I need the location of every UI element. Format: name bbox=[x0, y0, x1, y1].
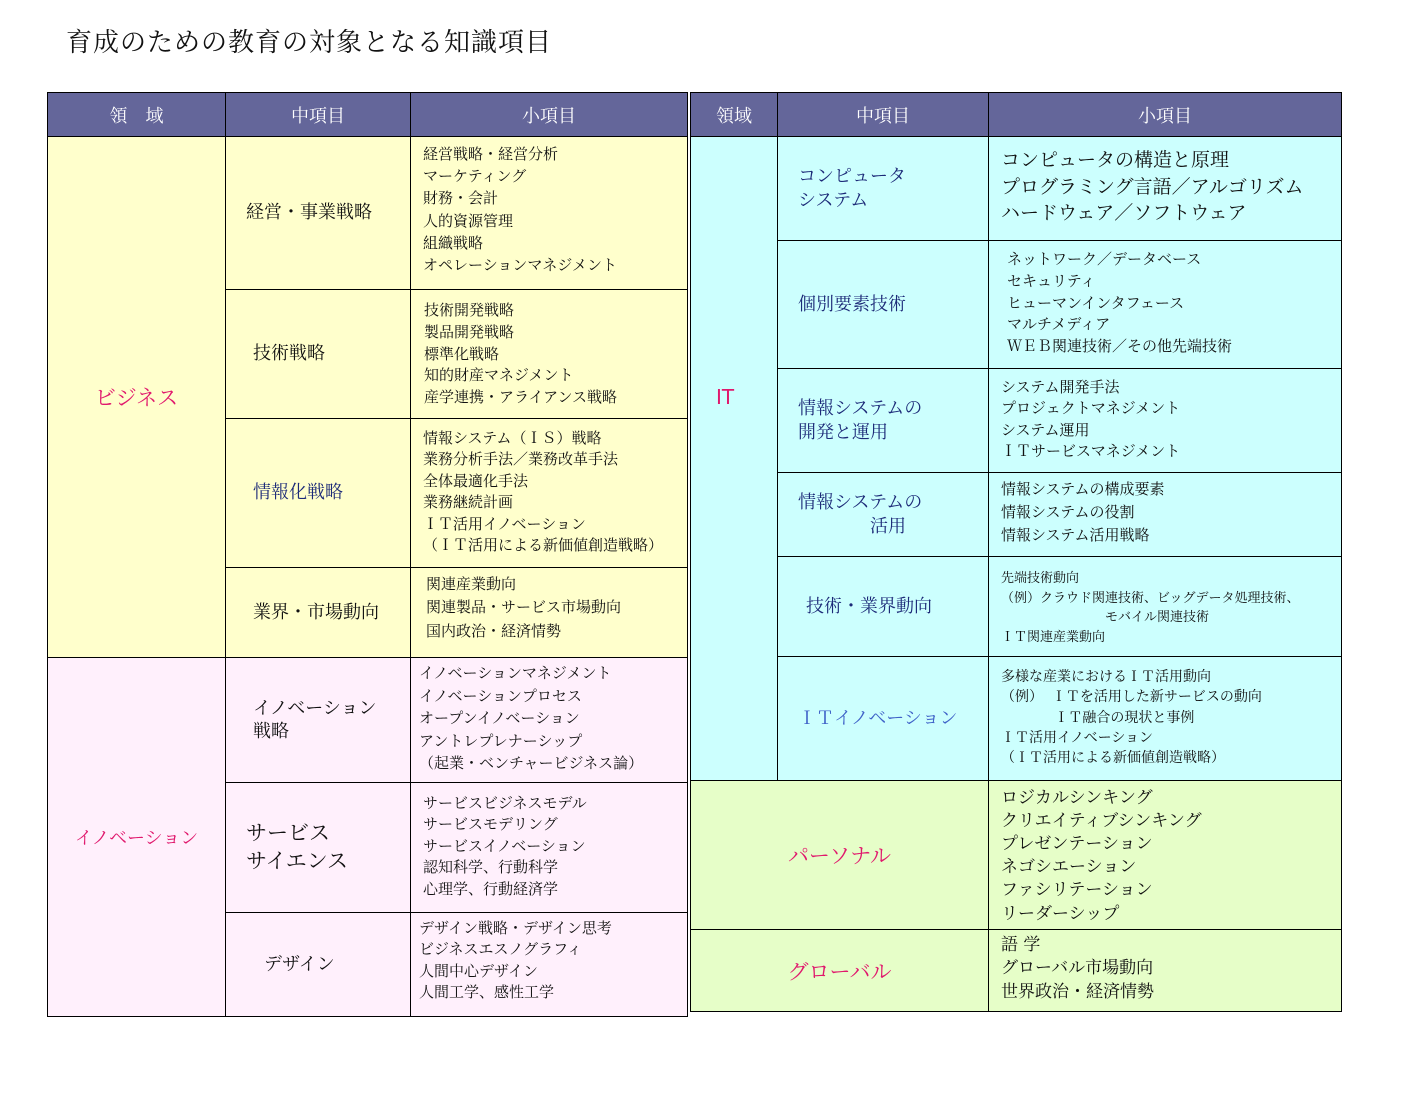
small-items-is-utilization: 情報システムの構成要素 情報システムの役割 情報システム活用戦略 bbox=[988, 472, 1342, 557]
domain-business bbox=[47, 136, 226, 658]
left-header-mid: 中項目 bbox=[225, 92, 411, 137]
domain-personal-label: パーソナル bbox=[787, 844, 892, 868]
domain-business-label: ビジネス bbox=[94, 386, 179, 410]
mid-item-is-utilization: 情報システムの 活用 bbox=[777, 472, 989, 557]
right-header-domain: 領域 bbox=[690, 92, 778, 137]
small-items-service-science: サービスビジネスモデル サービスモデリング サービスイノベーション 認知科学、行動科学 心理学、行動経済学 bbox=[410, 782, 688, 913]
small-items-business-strategy: 経営戦略・経営分析 マーケティング 財務・会計 人的資源管理 組織戦略 オペレーションマネジメント bbox=[410, 136, 688, 290]
mid-item-computer-system: コンピュータ システム bbox=[777, 136, 989, 241]
page-title: 育成のための教育の対象となる知識項目 bbox=[66, 28, 553, 58]
small-items-tech-strategy: 技術開発戦略 製品開発戦略 標準化戦略 知的財産マネジメント 産学連携・アライアンス戦略 bbox=[410, 289, 688, 419]
small-items-tech-industry-trends: 先端技術動向 （例）クラウド関連技術、ビッグデータ処理技術、 モバイル関連技術 ＩＴ関連産業動向 bbox=[988, 556, 1342, 657]
small-items-design: デザイン戦略・デザイン思考 ビジネスエスノグラフィ 人間中心デザイン 人間工学、感性工学 bbox=[410, 912, 688, 1017]
domain-it-label: IT bbox=[716, 385, 735, 409]
domain-innovation-label: イノベーション bbox=[74, 828, 199, 849]
small-items-is-development: システム開発手法 プロジェクトマネジメント システム運用 ＩＴサービスマネジメント bbox=[988, 368, 1342, 473]
small-items-it-innovation: 多様な産業におけるＩＴ活用動向 （例） ＩＴを活用した新サービスの動向 ＩＴ融合の現状と事例 ＩＴ活用イノベーション （ＩＴ活用による新価値創造戦略） bbox=[988, 656, 1342, 781]
mid-item-tech-strategy: 技術戦略 bbox=[225, 289, 411, 419]
small-items-innovation-strategy: イノベーションマネジメント イノベーションプロセス オープンイノベーション アントレプレナーシップ （起業・ベンチャービジネス論） bbox=[410, 657, 688, 783]
domain-global bbox=[690, 929, 989, 1012]
mid-item-design: デザイン bbox=[225, 912, 411, 1017]
small-items-it-strategy: 情報システム（ＩＳ）戦略 業務分析手法／業務改革手法 全体最適化手法 業務継続計画 ＩＴ活用イノベーション （ＩＴ活用による新価値創造戦略） bbox=[410, 418, 688, 568]
mid-item-service-science: サービス サイエンス bbox=[225, 782, 411, 913]
mid-item-it-innovation: ＩＴイノベーション bbox=[777, 656, 989, 781]
small-items-global: 語 学 グローバル市場動向 世界政治・経済情勢 bbox=[988, 929, 1342, 1012]
domain-innovation bbox=[47, 657, 226, 1017]
mid-item-it-strategy: 情報化戦略 bbox=[225, 418, 411, 568]
small-items-industry-trends: 関連産業動向 関連製品・サービス市場動向 国内政治・経済情勢 bbox=[410, 567, 688, 658]
small-items-personal: ロジカルシンキング クリエイティブシンキング プレゼンテーション ネゴシエーション ファシリテーション リーダーシップ bbox=[988, 780, 1342, 930]
right-header-small: 小項目 bbox=[988, 92, 1342, 137]
mid-item-is-development: 情報システムの 開発と運用 bbox=[777, 368, 989, 473]
mid-item-element-tech: 個別要素技術 bbox=[777, 240, 989, 369]
mid-item-industry-trends: 業界・市場動向 bbox=[225, 567, 411, 658]
mid-item-business-strategy: 経営・事業戦略 bbox=[225, 136, 411, 290]
left-header-domain: 領 域 bbox=[47, 92, 226, 137]
mid-item-innovation-strategy: イノベーション 戦略 bbox=[225, 657, 411, 783]
left-header-small: 小項目 bbox=[410, 92, 688, 137]
domain-personal bbox=[690, 780, 989, 930]
right-header-mid: 中項目 bbox=[777, 92, 989, 137]
domain-it bbox=[690, 136, 778, 781]
small-items-computer-system: コンピュータの構造と原理 プログラミング言語／アルゴリズム ハードウェア／ソフトウェア bbox=[988, 136, 1342, 241]
small-items-element-tech: ネットワーク／データベース セキュリティ ヒューマンインタフェース マルチメディア ＷＥＢ関連技術／その他先端技術 bbox=[988, 240, 1342, 369]
domain-global-label: グローバル bbox=[787, 959, 892, 984]
mid-item-tech-industry-trends: 技術・業界動向 bbox=[777, 556, 989, 657]
